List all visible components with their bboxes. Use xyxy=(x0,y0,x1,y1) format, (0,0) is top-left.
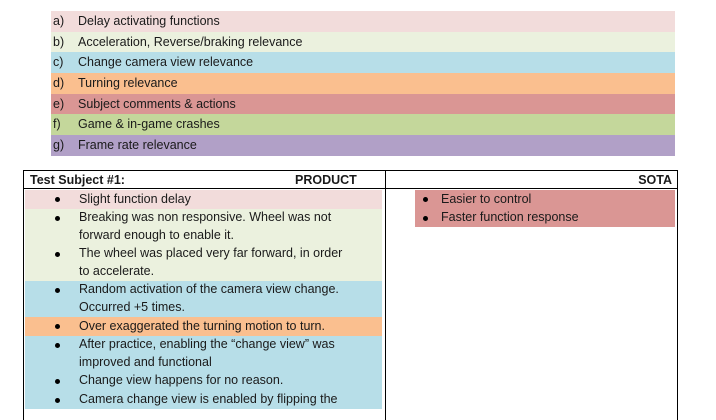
bullet-icon xyxy=(423,216,428,221)
bullet-icon xyxy=(55,324,60,329)
legend-letter: f) xyxy=(53,117,61,132)
legend-text: Acceleration, Reverse/braking relevance xyxy=(78,34,303,49)
bullet-line: to accelerate. xyxy=(79,263,155,278)
legend-row xyxy=(51,114,675,135)
bullet-item xyxy=(25,245,382,281)
bullet-item xyxy=(25,372,382,391)
bullet-item xyxy=(415,209,675,228)
bullet-icon xyxy=(55,379,60,384)
header-divider xyxy=(24,188,677,189)
bullet-line: Breaking was non responsive. Wheel was not xyxy=(79,210,332,225)
bullet-line: Camera change view is enabled by flipping the xyxy=(79,392,338,407)
bullet-line: Easier to control xyxy=(441,191,532,206)
bullet-line: Occurred +5 times. xyxy=(79,300,185,315)
legend-letter: c) xyxy=(53,55,64,70)
bullet-line: Faster function response xyxy=(441,210,579,225)
legend-row xyxy=(51,52,675,73)
bullet-icon xyxy=(423,197,428,202)
color-legend xyxy=(51,11,675,156)
bullet-icon xyxy=(55,252,60,257)
legend-row xyxy=(51,32,675,53)
legend-text: Subject comments & actions xyxy=(78,96,236,111)
legend-text: Delay activating functions xyxy=(78,14,220,28)
sota-header: SOTA xyxy=(638,173,672,187)
legend-letter: a) xyxy=(53,14,65,28)
bullet-icon xyxy=(55,398,60,403)
bullet-line: Slight function delay xyxy=(79,191,191,206)
bullet-item xyxy=(25,317,382,336)
bullet-icon xyxy=(55,197,60,202)
bullet-item xyxy=(25,281,382,317)
bullet-line: After practice, enabling the “change view” was xyxy=(79,337,335,352)
bullet-line: Random activation of the camera view change. xyxy=(79,282,339,297)
legend-row xyxy=(51,11,675,32)
product-column xyxy=(25,190,382,409)
bullet-item xyxy=(25,336,382,372)
legend-text: Game & in-game crashes xyxy=(78,117,220,132)
bullet-item xyxy=(25,190,382,209)
bullet-line: Change view happens for no reason. xyxy=(79,373,284,388)
bullet-line: The wheel was placed very far forward, in order xyxy=(79,246,343,261)
bullet-icon xyxy=(55,343,60,348)
bullet-line: improved and functional xyxy=(79,354,212,369)
legend-row xyxy=(51,135,675,156)
legend-letter: d) xyxy=(53,76,65,91)
sota-column xyxy=(415,190,675,227)
bullet-icon xyxy=(55,216,60,221)
bullet-icon xyxy=(55,288,60,293)
column-divider xyxy=(385,171,386,420)
legend-letter: b) xyxy=(53,34,65,49)
legend-letter: g) xyxy=(53,138,65,153)
bullet-line: forward enough to enable it. xyxy=(79,227,234,242)
bullet-item xyxy=(25,209,382,245)
legend-letter: e) xyxy=(53,96,65,111)
bullet-line: Over exaggerated the turning motion to turn. xyxy=(79,318,325,333)
legend-text: Change camera view relevance xyxy=(78,55,254,70)
results-table xyxy=(23,170,678,420)
product-header: PRODUCT xyxy=(295,173,357,187)
legend-row xyxy=(51,73,675,94)
legend-text: Turning relevance xyxy=(78,76,178,91)
bullet-item xyxy=(25,391,382,410)
bullet-item xyxy=(415,190,675,209)
legend-row xyxy=(51,94,675,115)
legend-text: Frame rate relevance xyxy=(78,138,197,153)
test-subject-label: Test Subject #1: xyxy=(30,173,125,187)
